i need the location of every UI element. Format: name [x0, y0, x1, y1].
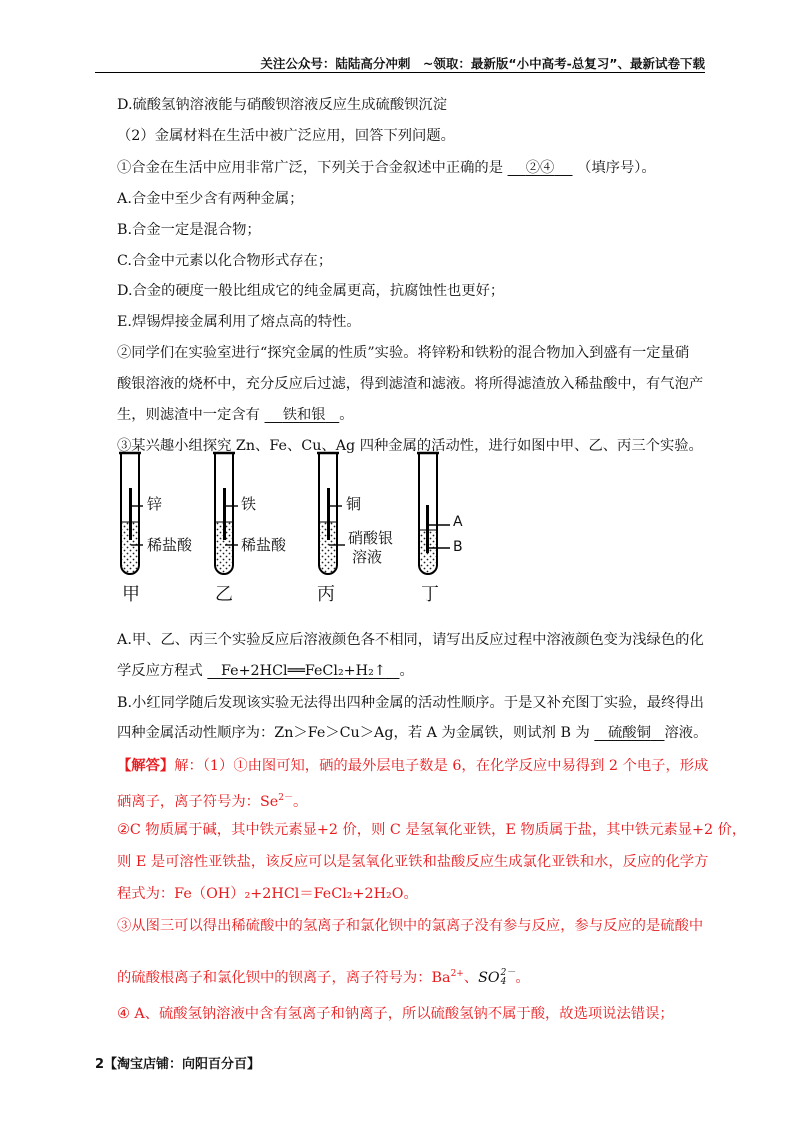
option-d: D.硫酸氢钠溶液能与硝酸钡溶液反应生成硫酸钡沉淀 [117, 97, 448, 113]
ding-label-a: A [453, 514, 463, 530]
q22-text: 生，则滤渣中一定含有 [117, 407, 260, 423]
bing-label-solution: 溶液 [352, 548, 383, 566]
solution-s7-post: 。 [515, 969, 530, 986]
question-2-intro: （2）金属材料在生活中被广泛应用，回答下列问题。 [117, 128, 455, 144]
alloy-option-c: C.合金中元素以化合物形式存在； [117, 253, 333, 269]
q22-answer [265, 407, 340, 423]
sulfate-charge: 2－ [500, 967, 516, 978]
q21-answer-text: ②④ [525, 160, 555, 176]
solution-line7 [117, 964, 530, 988]
solution-line1 [117, 756, 708, 776]
bing-label-silver-nitrate: 硝酸银 [348, 529, 394, 547]
question-2-3-intro: ③某兴趣小组探究 Zn、Fe、Cu、Ag 四种金属的活动性，进行如图中甲、乙、丙三个实验。 [117, 438, 703, 454]
jia-label-acid: 稀盐酸 [147, 536, 193, 554]
solution-s7-sep: 、 [463, 969, 479, 986]
question-2-2-line2: 酸银溶液的烧杯中，充分反应后过滤，得到滤渣和滤液。将所得滤渣放入稀盐酸中，有气泡产 [117, 376, 704, 392]
ba-charge: 2+ [450, 969, 464, 979]
solution-line6: ③从图三可以得出稀硫酸中的氢离子和氯化钡中的氯离子没有参与反应，参与反应的是硫酸中 [117, 918, 704, 934]
q21-post: （填序号）。 [577, 160, 656, 176]
q23a-text: 学反应方程式 [117, 663, 203, 679]
question-2-2-line3 [117, 405, 354, 425]
yi-label-acid: 稀盐酸 [241, 536, 287, 554]
alloy-option-a: A.合金中至少含有两种金属； [117, 191, 304, 207]
shop-name: 【淘宝店铺：向阳百分百】 [104, 1057, 261, 1072]
question-2-3-a-line2 [117, 661, 414, 681]
jia-label-zinc: 锌 [147, 495, 163, 513]
solution-line8: ④ A、硫酸氢钠溶液中含有氢离子和钠离子，所以硫酸氢钠不属于酸，故选项说法错误； [117, 1006, 674, 1022]
alloy-option-d: D.合金的硬度一般比组成它的纯金属更高，抗腐蚀性也更好； [117, 283, 505, 299]
tube-yi [213, 453, 238, 574]
tube-jia [119, 453, 143, 574]
solution-s2: 硒离子，离子符号为：Se [117, 793, 279, 810]
sulfate-formula [478, 967, 516, 987]
alloy-option-e: E.焊锡焊接金属利用了熔点高的特性。 [117, 314, 361, 330]
question-2-1 [117, 158, 656, 178]
solution-line2 [117, 788, 307, 812]
q21-answer [508, 160, 573, 176]
q23a-answer [207, 663, 399, 679]
q21-text: ①合金在生活中应用非常广泛，下列关于合金叙述中正确的是 [117, 160, 504, 176]
q23a-post: 。 [399, 663, 414, 679]
q23b-post: 溶液。 [664, 725, 708, 741]
solution-s1: 解：（1）①由图可知，硒的最外层电子数是 6，在化学反应中易得到 2 个电子，形成 [174, 758, 709, 774]
solution-line4: 则 E 是可溶性亚铁盐，该反应可以是氢氧化亚铁和盐酸反应生成氯化亚铁和水，反应的化学方 [117, 854, 709, 870]
question-2-2-line1: ②同学们在实验室进行“探究金属的性质”实验。将锌粉和铁粉的混合物加入到盛有一定量硝 [117, 345, 690, 361]
q22-answer-text: 铁和银 [282, 407, 326, 423]
solution-line5: 程式为：Fe（OH）₂+2HCl＝FeCl₂+2H₂O。 [117, 886, 418, 902]
jia-caption: 甲 [122, 584, 140, 605]
ding-caption: 丁 [421, 584, 439, 605]
yi-label-iron: 铁 [241, 495, 257, 513]
q23b-text: 四种金属活动性顺序为：Zn＞Fe＞Cu＞Ag，若 A 为金属铁，则试剂 B 为 [117, 725, 590, 741]
sulfate-subscript: 4 [500, 976, 507, 987]
tube-ding [417, 453, 450, 574]
q23a-answer-text: Fe+2HCl══FeCl₂+H₂↑ [220, 663, 386, 679]
solution-s2-post: 。 [292, 793, 308, 810]
yi-caption: 乙 [215, 584, 233, 605]
bing-label-copper: 铜 [346, 495, 362, 513]
experiment-figure [0, 450, 800, 610]
question-2-3-a-line1: A.甲、乙、丙三个实验反应后溶液颜色各不相同，请写出反应过程中溶液颜色变为浅绿色的化 [117, 632, 704, 648]
alloy-option-b: B.合金一定是混合物； [117, 222, 261, 238]
question-2-3-b-line2 [117, 723, 707, 743]
se-charge: 2－ [278, 793, 293, 803]
q23b-answer-text: 硫酸铜 [607, 725, 651, 741]
bing-caption: 丙 [317, 584, 335, 605]
q23b-answer [594, 725, 664, 741]
solution-line3: ②C 物质属于碱，其中铁元素显+2 价，则 C 是氢氧化亚铁，E 物质属于盐，其中铁元素显+2 价， [117, 822, 747, 838]
solution-tag: 【解答】 [117, 758, 175, 774]
ding-label-b: B [453, 539, 463, 555]
question-2-3-b-line1: B.小红同学随后发现该实验无法得出四种金属的活动性顺序。于是又补充图丁实验，最终得出 [117, 695, 704, 711]
sulfate-so: SO [478, 969, 500, 986]
page-number: 2 [95, 1057, 105, 1072]
q22-post: 。 [339, 407, 354, 423]
page-footer [95, 1053, 260, 1072]
header-text: 关注公众号：陆陆高分冲刺 ~领取：最新版“小中高考-总复习”、最新试卷下载 [260, 56, 705, 71]
header-rule [95, 72, 705, 73]
tube-bing [317, 453, 345, 574]
solution-s7: 的硫酸根离子和氯化钡中的钡离子，离子符号为：Ba [117, 969, 451, 986]
